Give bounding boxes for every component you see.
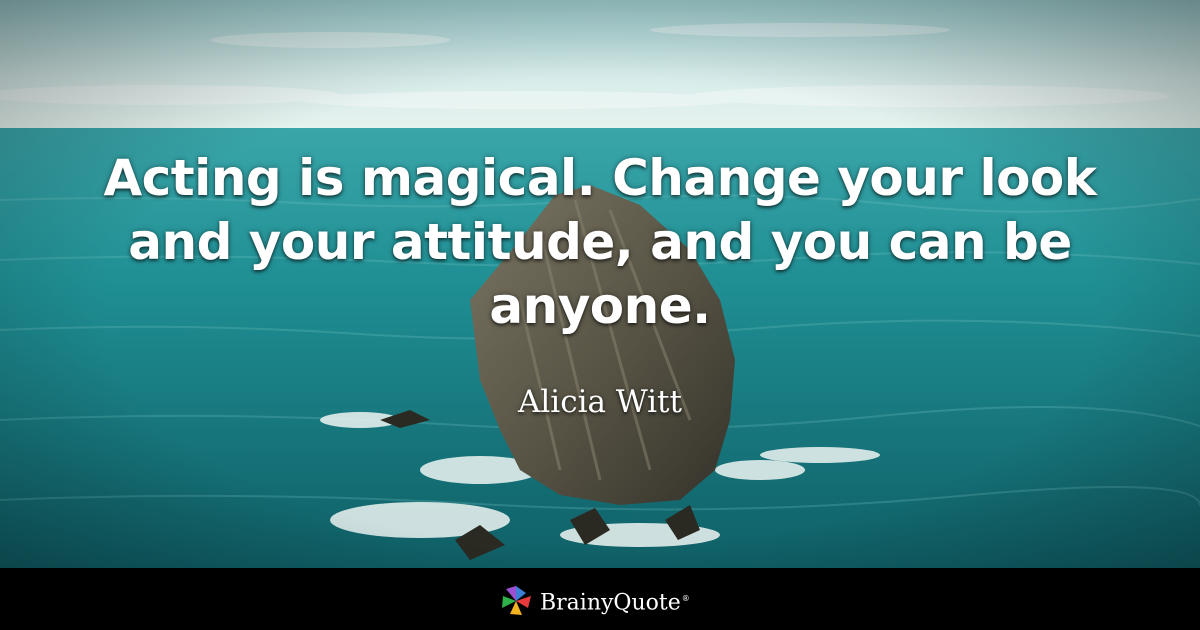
brand-name: BrainyQuote® xyxy=(540,590,690,616)
quote-author: Alicia Witt xyxy=(518,384,682,420)
pinwheel-icon xyxy=(498,584,534,618)
quote-text: Acting is magical. Change your look and your attitude, and you can be anyone. xyxy=(103,149,1097,335)
trademark-symbol: ® xyxy=(681,593,690,603)
brand-logo-link[interactable] xyxy=(498,584,690,618)
